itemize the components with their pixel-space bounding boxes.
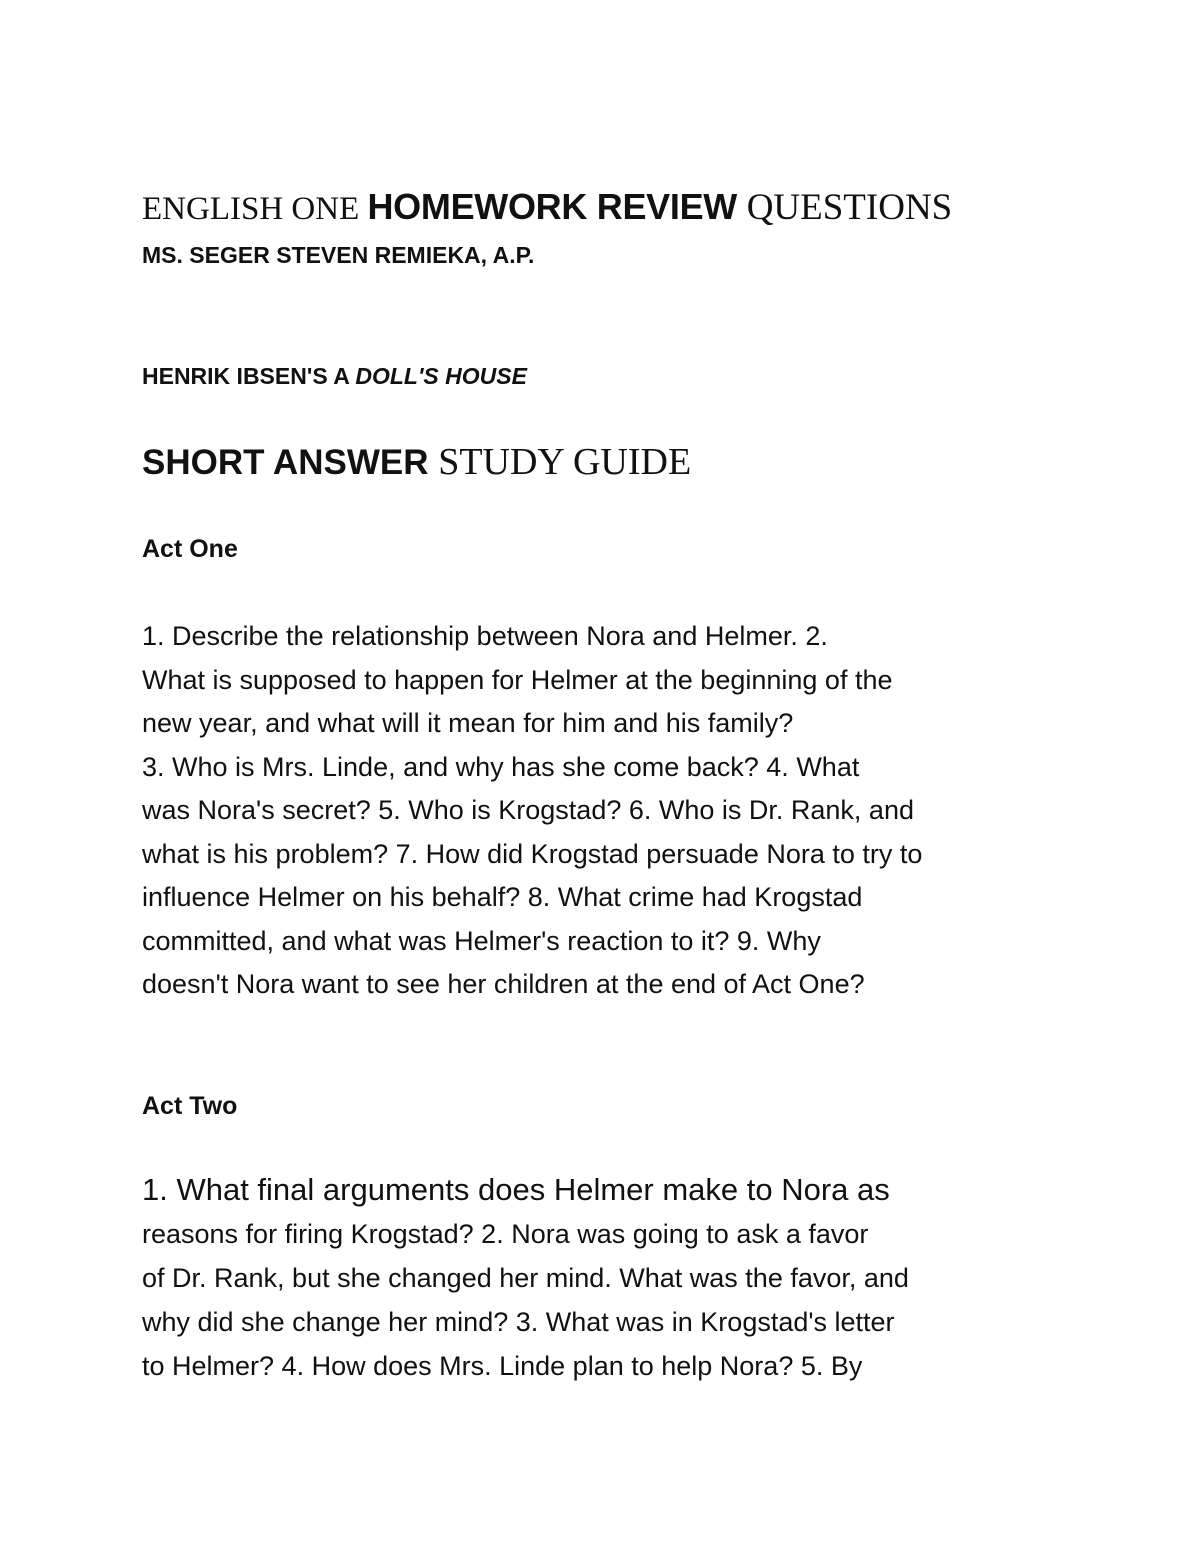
act-two-line: reasons for firing Krogstad? 2. Nora was going to ask a favor xyxy=(142,1219,869,1249)
act-one-heading: Act One xyxy=(142,535,238,563)
guide-part-1: SHORT ANSWER xyxy=(142,443,439,482)
study-guide-heading xyxy=(142,440,691,484)
act-one-questions xyxy=(142,615,922,1007)
play-prefix: HENRIK IBSEN'S A xyxy=(142,363,356,389)
act-one-line: what is his problem? 7. How did Krogstad persuade Nora to try to xyxy=(142,838,923,869)
act-one-line: committed, and what was Helmer's reaction to it? 9. Why xyxy=(142,925,821,956)
act-two-line: 1. What final arguments does Helmer make to Nora as xyxy=(142,1172,890,1207)
play-name: DOLL'S HOUSE xyxy=(355,363,527,389)
act-one-line: 3. Who is Mrs. Linde, and why has she come back? 4. What xyxy=(142,751,860,782)
act-one-line: What is supposed to happen for Helmer at the beginning of the xyxy=(142,664,893,695)
act-two-questions xyxy=(142,1168,909,1388)
title-part-3: QUESTIONS xyxy=(746,187,953,228)
act-one-line: influence Helmer on his behalf? 8. What crime had Krogstad xyxy=(142,882,863,912)
act-one-line: doesn't Nora want to see her children at the end of Act One? xyxy=(142,969,865,999)
teacher-name: MS. SEGER STEVEN REMIEKA, A.P. xyxy=(142,242,535,268)
title-part-1: ENGLISH ONE xyxy=(142,191,368,227)
act-one-line: 1. Describe the relationship between Nora and Helmer. 2. xyxy=(142,621,828,651)
act-two-line: to Helmer? 4. How does Mrs. Linde plan to help Nora? 5. By xyxy=(142,1351,863,1381)
play-title xyxy=(142,363,527,390)
act-two-line: of Dr. Rank, but she changed her mind. What was the favor, and xyxy=(142,1263,909,1293)
act-two-line: why did she change her mind? 3. What was in Krogstad's letter xyxy=(142,1307,895,1337)
title-part-2: HOMEWORK REVIEW xyxy=(367,186,747,227)
act-one-line: was Nora's secret? 5. Who is Krogstad? 6. Who is Dr. Rank, and xyxy=(142,795,914,825)
act-two-heading: Act Two xyxy=(142,1092,238,1120)
guide-part-2: STUDY GUIDE xyxy=(438,441,692,483)
document-title xyxy=(142,186,952,229)
act-one-line: new year, and what will it mean for him and his family? xyxy=(142,708,794,738)
